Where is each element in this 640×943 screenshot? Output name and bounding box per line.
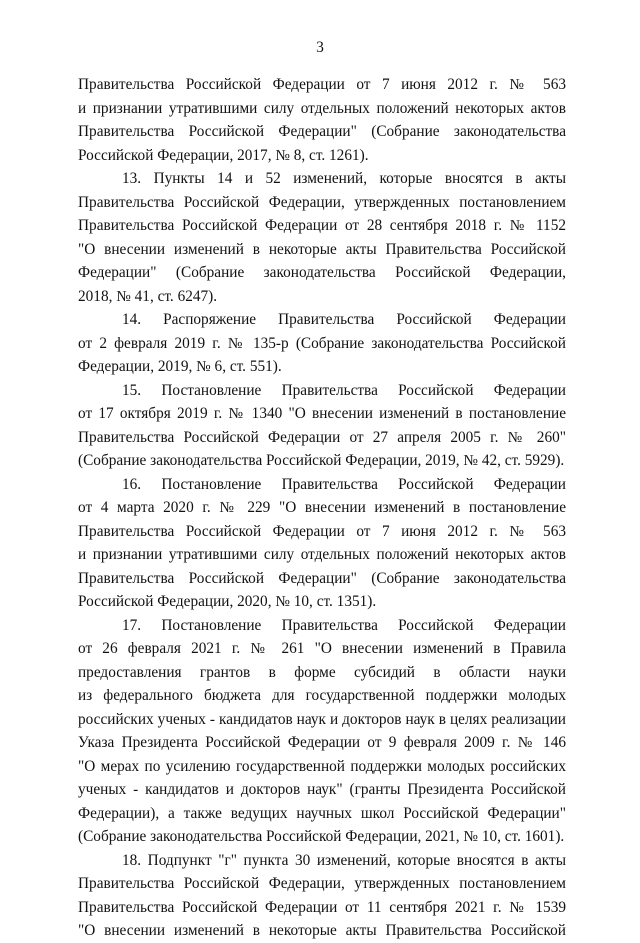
text-line: "О внесении изменений в некоторые акты Правительства Российской [78,240,566,258]
text-line: от 17 октября 2019 г. № 1340 "О внесении изменений в постановление [78,405,566,422]
text-line: и признании утратившими силу отдельных положений некоторых актов [78,99,566,117]
text-line: Правительства Российской Федерации от 28 сентября 2018 г. № 1152 [78,217,566,234]
text-line: Российской Федерации, 2020, № 10, ст. 1351). [78,593,377,610]
text-line: "О внесении изменений в некоторые акты Правительства Российской [78,922,566,939]
text-line: 15. Постановление Правительства Российской Федерации [122,381,566,399]
text-line: Федерации" (Собрание законодательства Российской Федерации, [78,264,566,281]
text-line: Указа Президента Российской Федерации от 9 февраля 2009 г. № 146 [78,734,566,751]
paragraph-p18 [78,849,566,943]
text-line: от 4 марта 2020 г. № 229 "О внесении изменений в постановление [78,499,566,516]
text-line: 2018, № 41, ст. 6247). [78,287,218,305]
text-line: 13. Пункты 14 и 52 изменений, которые вносятся в акты [122,170,566,187]
page-number: 3 [316,39,324,56]
text-line: 17. Постановление Правительства Российской Федерации [122,616,566,634]
text-line: от 26 февраля 2021 г. № 261 "О внесении изменений в Правила [78,640,566,657]
text-line: Правительства Российской Федерации от 27 апреля 2005 г. № 260" [78,428,566,446]
text-line: российских ученых - кандидатов наук и докторов наук в целях реализации [78,710,566,728]
text-line: от 2 февраля 2019 г. № 135-р (Собрание законодательства Российской [78,334,566,352]
paragraph-p13 [78,167,566,308]
text-line: ученых - кандидатов и докторов наук" (гранты Президента Российской [78,781,566,798]
text-line: 14. Распоряжение Правительства Российской Федерации [122,311,566,328]
paragraph-p12-cont [78,73,566,167]
text-line: Правительства Российской Федерации от 7 июня 2012 г. № 563 [78,522,566,540]
document-body [78,73,566,943]
text-line: Правительства Российской Федерации от 11 сентября 2021 г. № 1539 [78,898,566,916]
text-line: Российской Федерации, 2017, № 8, ст. 1261). [78,146,369,164]
paragraph-p17 [78,614,566,849]
text-line: предоставления грантов в форме субсидий в области науки [78,663,566,681]
paragraph-p14 [78,308,566,379]
text-line: Правительства Российской Федерации" (Собрание законодательства [78,569,566,587]
text-line: (Собрание законодательства Российской Федерации, 2021, № 10, ст. 1601). [78,828,565,845]
text-line: Федерации, 2019, № 6, ст. 551). [78,358,282,375]
text-line: Правительства Российской Федерации, утвержденных постановлением [78,193,566,211]
paragraph-p15 [78,379,566,473]
text-line: "О мерах по усилению государственной поддержки молодых российских [78,757,566,775]
text-line: 18. Подпункт "г" пункта 30 изменений, которые вносятся в акты [122,851,566,869]
text-line: (Собрание законодательства Российской Федерации, 2019, № 42, ст. 5929). [78,452,565,469]
text-line: из федерального бюджета для государственной поддержки молодых [78,687,566,704]
paragraph-p16 [78,473,566,614]
text-line: 16. Постановление Правительства Российской Федерации [122,475,566,493]
text-line: Правительства Российской Федерации от 7 июня 2012 г. № 563 [78,76,566,93]
text-line: Правительства Российской Федерации" (Собрание законодательства [78,123,566,140]
text-line: и признании утратившими силу отдельных положений некоторых актов [78,546,566,563]
text-line: Федерации), а также ведущих научных школ Российской Федерации" [78,804,566,822]
text-line: Правительства Российской Федерации, утвержденных постановлением [78,875,566,892]
